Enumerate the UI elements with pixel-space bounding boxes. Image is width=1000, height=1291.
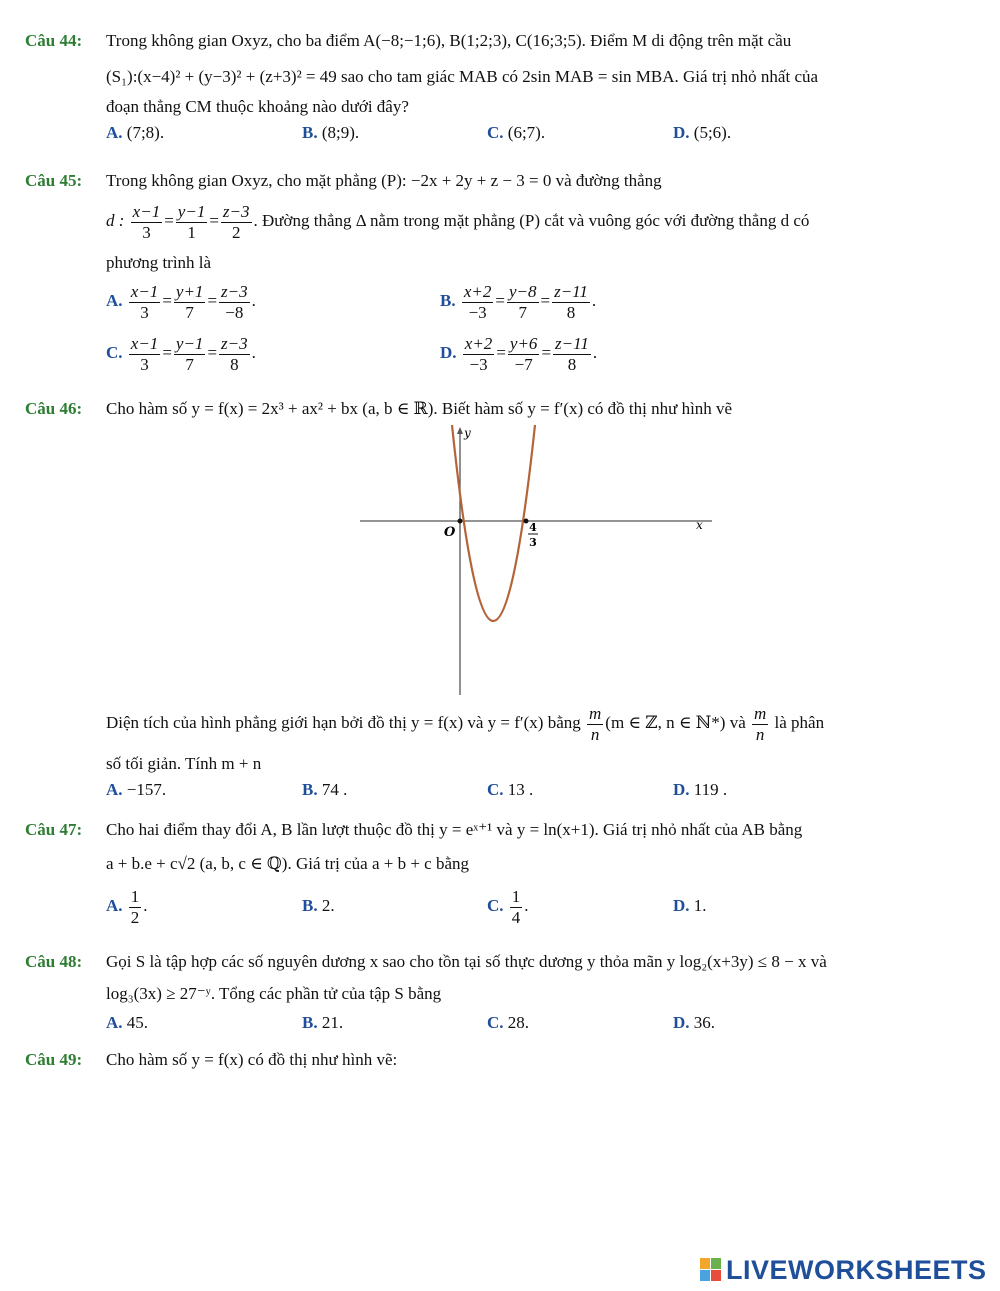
question-46-label: Câu 46: [25,399,83,418]
fraction-m-over-n [587,704,603,745]
y-axis-arrow [457,427,463,434]
fraction [507,282,539,323]
question-46-text-line1: Cho hàm số y = f(x) = 2x³ + ax² + bx (a, b ∈ ℝ). Biết hàm số y = f′(x) có đồ thị như hình vẽ [106,399,733,418]
fraction-numerator: z−3 [221,281,248,301]
fraction-denominator: 7 [185,302,194,322]
fraction-denominator: 4 [511,907,521,927]
answer-option[interactable] [302,779,347,801]
question-48-text-line1: Gọi S là tập hợp các số nguyên dương x sao cho tồn tại số thực dương y thỏa mãn y log₂(x+3y) ≤ 8 − x và [106,952,827,971]
option-label: C. [487,1013,504,1032]
option-value: (5;6). [693,123,732,142]
fraction-denominator: 3 [142,222,151,242]
option-label: B. [302,1013,318,1032]
fraction [508,334,540,375]
answer-option[interactable] [673,779,727,801]
fraction [219,282,250,323]
fraction-numerator: y+1 [175,281,204,301]
option-value: −157. [126,780,167,799]
question-46-text-line3: số tối giản. Tính m + n [106,754,262,773]
fraction [553,334,591,375]
fraction-numerator: y−1 [177,201,206,221]
fraction [219,334,250,375]
logo-badge-icon [700,1258,722,1282]
option-label: A. [106,896,123,915]
fraction [462,282,494,323]
fraction-numerator: x+2 [464,333,493,353]
option-label: A. [106,123,123,142]
option-label: A. [106,780,123,799]
condition-text: (m ∈ ℤ, n ∈ ℕ*) và [605,713,746,732]
fraction [510,887,523,928]
answer-option[interactable] [487,122,545,144]
derivative-graph [360,425,720,697]
fraction-numerator: y−8 [508,281,537,301]
answer-option[interactable] [302,122,359,144]
question-48-text-line2: log₃(3x) ≥ 27⁻ʸ. Tổng các phần tử của tập S bằng [106,984,442,1003]
fraction-numerator: y−1 [175,333,204,353]
question-44-text-line3: đoạn thẳng CM thuộc khoảng nào dưới đây? [106,97,409,116]
option-value: 36. [693,1013,716,1032]
answer-option[interactable] [487,883,529,929]
fraction [129,334,161,375]
question-47-label: Câu 47: [25,820,83,839]
fraction-numerator: z−11 [555,333,589,353]
answer-option[interactable]: A. $\frac{x-1}{3}$ = $\frac{y+1}{7}$ = $\frac{z-3}{-8}$ . [106,281,256,322]
origin-point [458,519,463,524]
option-value: 45. [126,1013,149,1032]
line-d-prefix: d : [106,211,125,230]
option-value: (7;8). [126,123,165,142]
fraction-denominator: 3 [140,302,149,322]
fraction [176,202,208,243]
option-label: A. [106,1013,123,1032]
question-45-text-line3: phương trình là [106,253,212,272]
fraction [221,202,252,243]
fraction-numerator: x−1 [130,333,159,353]
fraction-denominator: 8 [230,354,239,374]
fraction-denominator: 2 [231,222,241,242]
fraction-numerator: x−1 [130,281,159,301]
option-label: B. [302,123,318,142]
fraction-numerator: y+6 [509,333,538,353]
fraction [129,282,161,323]
fraction-denominator: n [590,724,600,744]
answer-option[interactable] [106,122,164,144]
question-48-label: Câu 48: [25,952,83,971]
fraction-numerator: x−1 [132,201,161,221]
option-value: 21. [321,1013,344,1032]
option-label: A. [106,291,123,310]
option-value: 13 . [507,780,534,799]
fraction-numerator: m [754,703,767,723]
question-45-label: Câu 45: [25,171,83,190]
fraction-m-over-n-2 [752,704,768,745]
option-label: C. [106,343,123,362]
fraction-numerator: z−3 [222,201,250,221]
option-label: D. [673,780,690,799]
fraction-denominator: −7 [514,354,533,374]
fraction [174,282,206,323]
answer-option[interactable]: C. $\frac{x-1}{3}$ = $\frac{y-1}{7}$ = $\frac{z-3}{8}$ . [106,333,256,374]
answer-option[interactable] [673,1012,715,1034]
fraction [129,887,142,928]
area-text: Diện tích của hình phẳng giới hạn bởi đồ thị y = f(x) và y = f′(x) bằng [106,713,581,732]
option-label: D. [440,343,457,362]
root-numerator: 4 [529,521,537,534]
fraction-denominator: 7 [518,302,527,322]
option-value: 28. [507,1013,530,1032]
option-value: 2. [321,896,335,915]
answer-option[interactable] [302,895,335,917]
y-axis-label: y [464,426,471,440]
question-47-text-line1: Cho hai điểm thay đổi A, B lần lượt thuộc đồ thị y = eˣ⁺¹ và y = ln(x+1). Giá trị nhỏ nhất của AB bằng [106,820,803,839]
question-47-text-line2: a + b.e + c√2 (a, b, c ∈ ℚ). Giá trị của a + b + c bằng [106,854,470,873]
fraction-denominator: n [755,724,765,744]
fraction [131,202,163,243]
option-value: 1. [693,896,707,915]
option-suffix: . [143,896,148,915]
option-value: 74 . [321,780,348,799]
question-46-text-line2 [106,700,824,746]
fraction-denominator: 1 [187,222,196,242]
fraction-numerator: 1 [511,886,521,906]
fraction-numerator: z−11 [554,281,588,301]
option-label: B. [302,780,318,799]
option-label: C. [487,780,504,799]
question-49-text-line1: Cho hàm số y = f(x) có đồ thị như hình vẽ: [106,1050,398,1069]
question-45-text-line1: Trong không gian Oxyz, cho mặt phẳng (P): −2x + 2y + z − 3 = 0 và đường thẳng [106,171,662,190]
option-label: C. [487,123,504,142]
fraction-denominator: 8 [566,302,576,322]
option-suffix: . [524,896,529,915]
x-axis-label: x [696,518,703,532]
question-44-text-line1: Trong không gian Oxyz, cho ba điểm A(−8;−1;6), B(1;2;3), C(16;3;5). Điểm M di động trên mặt cầu [106,31,792,50]
logo-text: LIVEWORKSHEETS [726,1255,987,1285]
fraction-denominator: 3 [140,354,149,374]
option-label: D. [673,123,690,142]
question-44-label: Câu 44: [25,31,83,50]
answer-option[interactable]: D. $\frac{x+2}{-3}$ = $\frac{y+6}{-7}$ = $\frac{z-11}{8}$ . [440,333,598,374]
option-label: B. [302,896,318,915]
fraction-denominator: 8 [567,354,577,374]
answer-option[interactable] [106,779,166,801]
option-label: D. [673,1013,690,1032]
option-value: (8;9). [321,123,360,142]
simplified-text: là phân [774,713,825,732]
answer-option[interactable] [106,883,148,929]
fraction [174,334,206,375]
answer-option[interactable]: B. $\frac{x+2}{-3}$ = $\frac{y-8}{7}$ = $\frac{z-11}{8}$ . [440,281,597,322]
question-45-line-d: d : $\frac{x-1}{3}$ = $\frac{y-1}{1}$ = $\frac{z-3}{2}$ . Đường thẳng Δ nằm trong mặt phẳng (P) cắt và vuông góc với đường thẳng d có [106,201,810,242]
fraction-denominator: 7 [185,354,194,374]
answer-option[interactable] [673,895,707,917]
option-value: (6;7). [507,123,546,142]
option-label: C. [487,896,504,915]
answer-option[interactable] [302,1012,343,1034]
option-value: 119 . [693,780,728,799]
answer-option[interactable] [106,1012,148,1034]
answer-option[interactable] [487,1012,529,1034]
question-45-text-line2: . Đường thẳng Δ nằm trong mặt phẳng (P) cắt và vuông góc với đường thẳng d có [253,211,810,230]
root-denominator: 3 [529,536,537,549]
origin-label: O [444,525,456,540]
answer-option[interactable] [487,779,533,801]
fraction [552,282,590,323]
fraction-denominator: −3 [469,354,488,374]
fraction-denominator: 2 [130,907,140,927]
answer-option[interactable] [673,122,731,144]
fraction-numerator: z−3 [221,333,248,353]
fraction-numerator: 1 [130,886,140,906]
fraction-numerator: m [589,703,602,723]
parabola-curve [452,425,535,621]
question-49-label: Câu 49: [25,1050,83,1069]
root-point [524,519,529,524]
option-label: D. [673,896,690,915]
fraction-denominator: −3 [468,302,487,322]
fraction [463,334,495,375]
question-44-text-line2: (S₁):(x−4)² + (y−3)² + (z+3)² = 49 sao cho tam giác MAB có 2sin MAB = sin MBA. Giá trị nhỏ nhất của [106,67,819,86]
option-label: B. [440,291,456,310]
fraction-denominator: −8 [225,302,244,322]
fraction-numerator: x+2 [463,281,492,301]
